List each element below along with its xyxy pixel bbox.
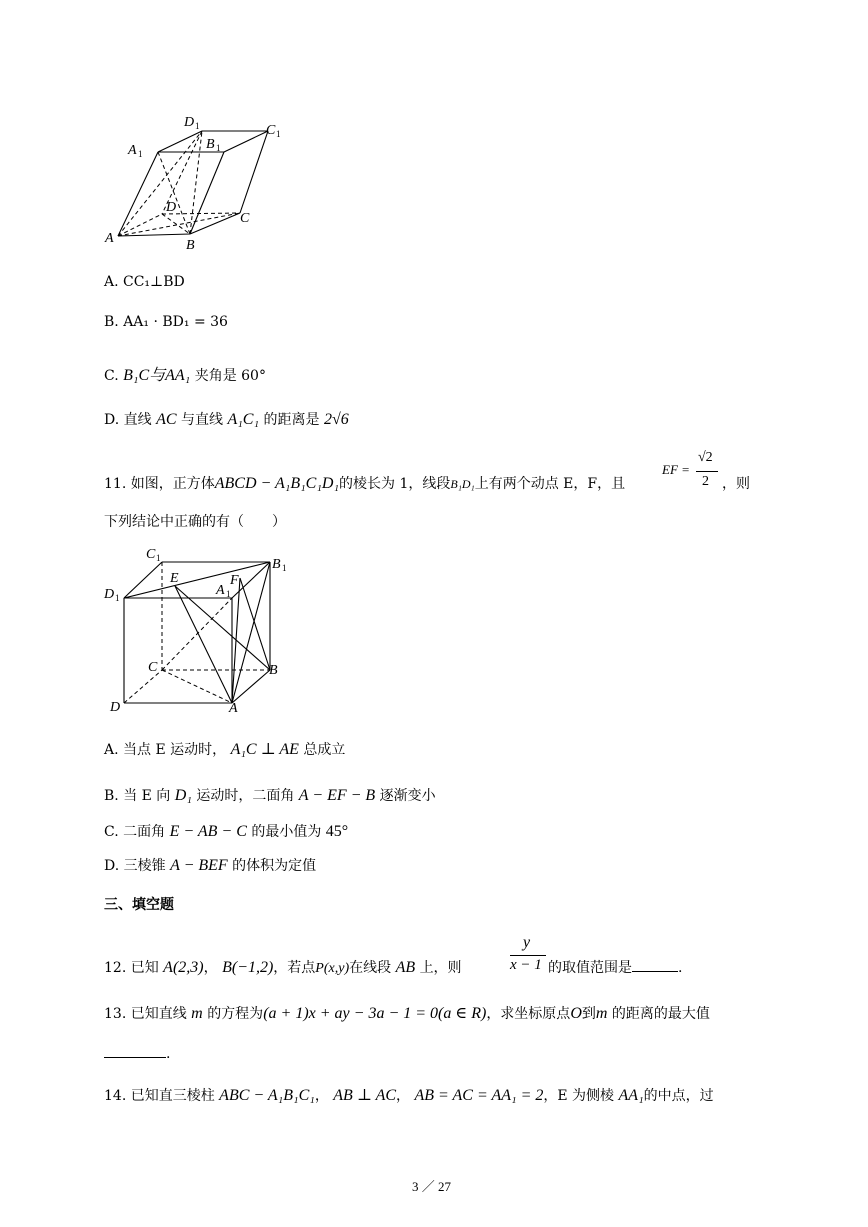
q12-fraction-denominator: x − 1: [510, 957, 542, 973]
q12-suffix: 的取值范围是: [548, 960, 632, 976]
q13-mid2: ，求坐标原点: [486, 1006, 571, 1022]
q11-option-b-math: A − EF − B: [298, 787, 376, 804]
q11-option-b-d1: D₁: [174, 787, 192, 804]
q11-option-a-suffix: 总成立: [303, 742, 346, 758]
q11-stem-then: ，则: [722, 476, 750, 492]
q12-point-p: P(x,y): [315, 961, 350, 976]
q13-prefix: 13. 已知直线: [104, 1006, 187, 1022]
q11-option-b: [104, 786, 436, 806]
q14-perpendicular: AB ⊥ AC: [333, 1087, 397, 1104]
label-d: D: [166, 200, 177, 215]
q10-option-d-mid: 与直线: [181, 412, 223, 428]
q14-prism: ABC − A₁B₁C₁: [219, 1087, 315, 1104]
q10-option-a: [104, 272, 185, 292]
label-f: F: [230, 573, 239, 588]
q11-option-a-math: A₁C ⊥ AE: [230, 741, 299, 758]
q12-fraction-bar: [510, 955, 546, 956]
q11-stem-points: 上有两个动点 E，F，且: [474, 476, 626, 492]
q14: [104, 1086, 714, 1106]
q13-equation: (a + 1)x + ay − 3a − 1 = 0(a ∈ R): [263, 1005, 487, 1022]
q10-option-d: [104, 410, 349, 430]
q14-prefix: 14. 已知直三棱柱: [104, 1088, 215, 1104]
q10-option-d-value: 2√6: [323, 411, 349, 428]
q14-sep2: ，: [396, 1088, 411, 1104]
q11-option-c-mid: 的最小值为: [251, 824, 322, 840]
q13-answer-line: [104, 1044, 170, 1064]
label-c1-sub: 1: [276, 129, 281, 139]
label-c1: C: [266, 123, 276, 138]
label-e: E: [170, 571, 179, 586]
q11-option-c-value: 45°: [325, 823, 349, 840]
section-heading: 三、填空题: [104, 897, 174, 913]
q10-option-d-ac: AC: [156, 411, 177, 428]
q11-option-b-suffix: 逐渐变小: [379, 788, 436, 804]
q11-stem-tail: [722, 474, 750, 494]
q11-stem-edge: 的棱长为 1，线段: [339, 476, 451, 492]
q12-mid3: 上，则: [419, 960, 462, 976]
q12-end: .: [678, 960, 683, 976]
q11-cube-name: ABCD − A₁B₁C₁D₁: [214, 475, 340, 492]
label-a1: A: [128, 143, 137, 158]
label-a: A: [229, 701, 238, 716]
q11-stem-line2: [104, 512, 286, 532]
q12-tail: [548, 958, 682, 978]
label-a1-sub: 1: [138, 149, 143, 159]
q13-line-m: m: [191, 1005, 203, 1022]
label-b1-sub: 1: [282, 563, 287, 573]
label-d1-sub: 1: [115, 593, 120, 603]
label-b1: B: [272, 557, 281, 572]
q12-prefix: 12. 已知: [104, 960, 159, 976]
q12-fraction-numerator: y: [523, 934, 531, 951]
q10-option-d-a1c1: A₁C₁: [227, 411, 260, 428]
q13-suffix: 的距离的最大值: [611, 1006, 710, 1022]
q13-origin: O: [570, 1005, 582, 1022]
q10-option-b: [104, 312, 228, 332]
q11-stem-line1: [104, 474, 625, 494]
q10-option-c-vectors: B₁C与AA₁: [123, 367, 191, 384]
label-c1: C: [146, 547, 156, 562]
label-a1: A: [216, 583, 225, 598]
q12-mid: ，若点: [273, 960, 316, 976]
q13-mid: 的方程为: [207, 1006, 264, 1022]
q12-point-b: B(−1,2): [222, 959, 274, 976]
q13: [104, 1004, 710, 1024]
q11-stem-intro: 11. 如图，正方体: [104, 476, 215, 492]
q10-option-d-suffix: 的距离是: [263, 412, 320, 428]
q13-answer-blank: [104, 1057, 166, 1058]
q13-end: .: [166, 1046, 171, 1062]
q11-option-b-mid: 运动时，二面角: [196, 788, 295, 804]
q11-fraction-numerator: √2: [698, 450, 713, 465]
label-c: C: [148, 660, 158, 675]
label-d: D: [110, 700, 121, 715]
label-b1: B: [206, 137, 215, 152]
label-d1-sub: 1: [195, 121, 200, 131]
page-number: 3 ／ 27: [412, 1179, 452, 1194]
q11-option-c-math: E − AB − C: [169, 823, 247, 840]
q11-option-d-suffix: 的体积为定值: [232, 858, 317, 874]
label-c1-sub: 1: [156, 553, 161, 563]
label-b1-sub: 1: [216, 143, 221, 153]
label-d1: D: [104, 587, 115, 602]
q10-option-c-prefix: C.: [104, 368, 119, 384]
q11-option-b-prefix: B. 当 E 向: [104, 788, 171, 804]
label-a1-sub: 1: [226, 589, 231, 599]
q14-equal-lengths: AB = AC = AA₁ = 2: [414, 1087, 544, 1104]
q13-mid3: 到: [581, 1006, 596, 1022]
q14-mid: ，E 为侧棱: [543, 1088, 615, 1104]
q11-option-a: [104, 740, 345, 760]
label-c: C: [240, 211, 250, 226]
q10-option-c: [104, 366, 266, 386]
label-b: B: [269, 663, 278, 678]
cube-figure: [100, 540, 300, 720]
q12: [104, 958, 462, 979]
q11-ef-label: EF =: [662, 462, 690, 477]
q11-segment: B₁D₁: [450, 477, 475, 491]
q11-ef-fraction: [662, 450, 722, 496]
q10-option-c-suffix: 夹角是 60°: [194, 368, 266, 384]
label-b: B: [186, 238, 195, 253]
q14-edge: AA₁: [618, 1087, 644, 1104]
q11-option-d-math: A − BEF: [170, 857, 228, 874]
q11-option-c-prefix: C. 二面角: [104, 824, 166, 840]
q12-mid2: 在线段: [349, 960, 392, 976]
q11-fraction-denominator: 2: [702, 474, 709, 489]
q11-option-d-prefix: D. 三棱锥: [104, 858, 166, 874]
q10-option-d-prefix: D. 直线: [104, 412, 152, 428]
label-d1: D: [184, 115, 195, 130]
q13-line-m2: m: [595, 1005, 608, 1022]
q11-fraction-bar: [696, 471, 718, 472]
q12-point-a: A(2,3): [163, 959, 204, 976]
q14-suffix: 的中点，过: [643, 1088, 714, 1104]
q12-segment-ab: AB: [395, 959, 416, 976]
q11-option-c: [104, 822, 348, 842]
q12-sep: ，: [203, 960, 218, 976]
q14-sep1: ，: [314, 1088, 329, 1104]
label-a: A: [105, 231, 114, 246]
q10-option-b-text: B. AA₁ · BD₁ = 36: [104, 314, 228, 330]
q10-option-a-text: A. CC₁⊥BD: [104, 274, 185, 290]
q12-answer-blank: [632, 971, 678, 972]
parallelepiped-figure: [100, 110, 300, 255]
q11-question: 下列结论中正确的有（ ）: [104, 514, 286, 530]
q12-fraction: [508, 934, 548, 978]
q11-option-d: [104, 856, 316, 876]
q11-option-a-prefix: A. 当点 E 运动时，: [104, 742, 227, 758]
